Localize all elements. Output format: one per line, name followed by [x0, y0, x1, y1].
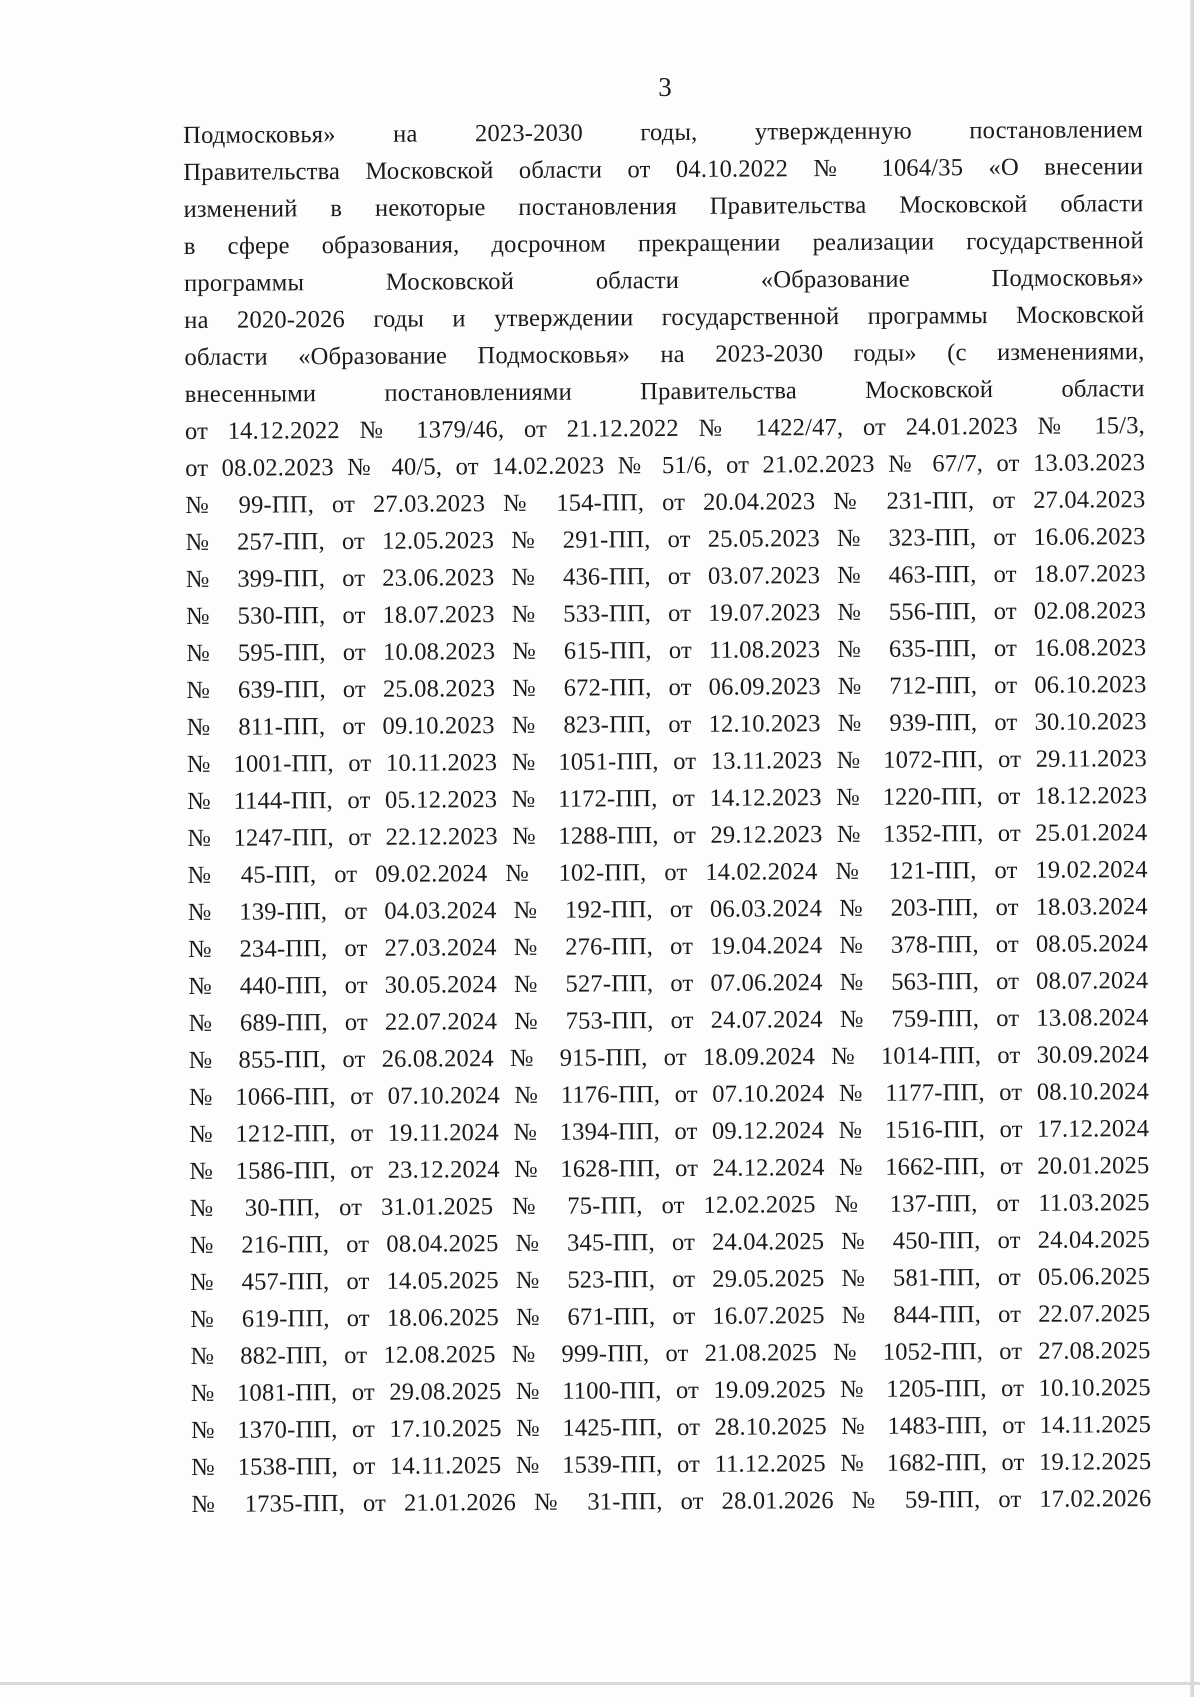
text-line: № 1066-ПП, от 07.10.2024 № 1176-ПП, от 07.10.2024 № 1177-ПП, от 08.10.2024 [188, 1078, 1150, 1111]
text-line: на 2020-2026 годы и утверждении государственной программы Московской [184, 301, 1145, 334]
text-line: № 234-ПП, от 27.03.2024 № 276-ПП, от 19.04.2024 № 378-ПП, от 08.05.2024 [188, 930, 1149, 963]
text-line: № 1735-ПП, от 21.01.2026 № 31-ПП, от 28.01.2026 № 59-ПП, от 17.02.2026 [191, 1485, 1152, 1518]
text-line: № 30-ПП, от 31.01.2025 № 75-ПП, от 12.02.2025 № 137-ПП, от 11.03.2025 [189, 1189, 1150, 1222]
text-line: № 1081-ПП, от 29.08.2025 № 1100-ПП, от 19.09.2025 № 1205-ПП, от 10.10.2025 [190, 1374, 1151, 1407]
text-line: № 99-ПП, от 27.03.2023 № 154-ПП, от 20.04.2023 № 231-ПП, от 27.04.2023 [185, 486, 1146, 519]
text-line: № 139-ПП, от 04.03.2024 № 192-ПП, от 06.03.2024 № 203-ПП, от 18.03.2024 [187, 893, 1148, 926]
text-line: области «Образование Подмосковья» на 2023-2030 годы» (с изменениями, [184, 338, 1145, 371]
text-line: № 595-ПП, от 10.08.2023 № 615-ПП, от 11.08.2023 № 635-ПП, от 16.08.2023 [186, 634, 1147, 667]
text-line: № 1212-ПП, от 19.11.2024 № 1394-ПП, от 09.12.2024 № 1516-ПП, от 17.12.2024 [189, 1115, 1150, 1148]
text-line: № 399-ПП, от 23.06.2023 № 436-ПП, от 03.07.2023 № 463-ПП, от 18.07.2023 [185, 560, 1146, 593]
body-text [183, 111, 1152, 1523]
text-line: от 08.02.2023 № 40/5, от 14.02.2023 № 51/6, от 21.02.2023 № 67/7, от 13.03.2023 [185, 449, 1146, 482]
text-line: № 45-ПП, от 09.02.2024 № 102-ПП, от 14.02.2024 № 121-ПП, от 19.02.2024 [187, 856, 1148, 889]
text-line: № 440-ПП, от 30.05.2024 № 527-ПП, от 07.06.2024 № 563-ПП, от 08.07.2024 [188, 967, 1149, 1000]
text-line: в сфере образования, досрочном прекращении реализации государственной [183, 227, 1144, 260]
text-line: № 1144-ПП, от 05.12.2023 № 1172-ПП, от 14.12.2023 № 1220-ПП, от 18.12.2023 [187, 782, 1148, 815]
scan-edge-bottom [0, 1682, 1200, 1685]
text-line: Подмосковья» на 2023-2030 годы, утвержденную постановлением [183, 116, 1144, 149]
text-line: № 257-ПП, от 12.05.2023 № 291-ПП, от 25.05.2023 № 323-ПП, от 16.06.2023 [185, 523, 1146, 556]
text-line: № 1538-ПП, от 14.11.2025 № 1539-ПП, от 11.12.2025 № 1682-ПП, от 19.12.2025 [191, 1448, 1152, 1481]
text-line: № 1247-ПП, от 22.12.2023 № 1288-ПП, от 29.12.2023 № 1352-ПП, от 25.01.2024 [187, 819, 1148, 852]
text-line: № 530-ПП, от 18.07.2023 № 533-ПП, от 19.07.2023 № 556-ПП, от 02.08.2023 [185, 597, 1147, 630]
text-line: № 216-ПП, от 08.04.2025 № 345-ПП, от 24.04.2025 № 450-ПП, от 24.04.2025 [189, 1226, 1150, 1259]
text-line: № 1586-ПП, от 23.12.2024 № 1628-ПП, от 24.12.2024 № 1662-ПП, от 20.01.2025 [189, 1152, 1150, 1185]
text-line: № 457-ПП, от 14.05.2025 № 523-ПП, от 29.05.2025 № 581-ПП, от 05.06.2025 [190, 1263, 1151, 1296]
text-line: программы Московской области «Образование Подмосковья» [183, 264, 1145, 297]
text-line: № 689-ПП, от 22.07.2024 № 753-ПП, от 24.07.2024 № 759-ПП, от 13.08.2024 [188, 1004, 1149, 1037]
text-line: № 882-ПП, от 12.08.2025 № 999-ПП, от 21.08.2025 № 1052-ПП, от 27.08.2025 [190, 1337, 1151, 1370]
text-line: от 14.12.2022 № 1379/46, от 21.12.2022 № 1422/47, от 24.01.2023 № 15/3, [184, 412, 1145, 445]
text-line: № 1370-ПП, от 17.10.2025 № 1425-ПП, от 28.10.2025 № 1483-ПП, от 14.11.2025 [190, 1411, 1152, 1444]
scan-edge-right [1190, 0, 1194, 1697]
text-line: Правительства Московской области от 04.10.2022 № 1064/35 «О внесении [183, 153, 1144, 186]
text-line: № 1001-ПП, от 10.11.2023 № 1051-ПП, от 13.11.2023 № 1072-ПП, от 29.11.2023 [186, 745, 1148, 778]
text-line: изменений в некоторые постановления Правительства Московской области [183, 190, 1144, 223]
text-line: № 619-ПП, от 18.06.2025 № 671-ПП, от 16.07.2025 № 844-ПП, от 22.07.2025 [190, 1300, 1151, 1333]
page-number: 3 [658, 72, 672, 102]
text-line: № 811-ПП, от 09.10.2023 № 823-ПП, от 12.10.2023 № 939-ПП, от 30.10.2023 [186, 708, 1147, 741]
text-line: № 855-ПП, от 26.08.2024 № 915-ПП, от 18.09.2024 № 1014-ПП, от 30.09.2024 [188, 1041, 1149, 1074]
text-line: внесенными постановлениями Правительства Московской области [184, 375, 1145, 408]
text-line: № 639-ПП, от 25.08.2023 № 672-ПП, от 06.09.2023 № 712-ПП, от 06.10.2023 [186, 671, 1147, 704]
